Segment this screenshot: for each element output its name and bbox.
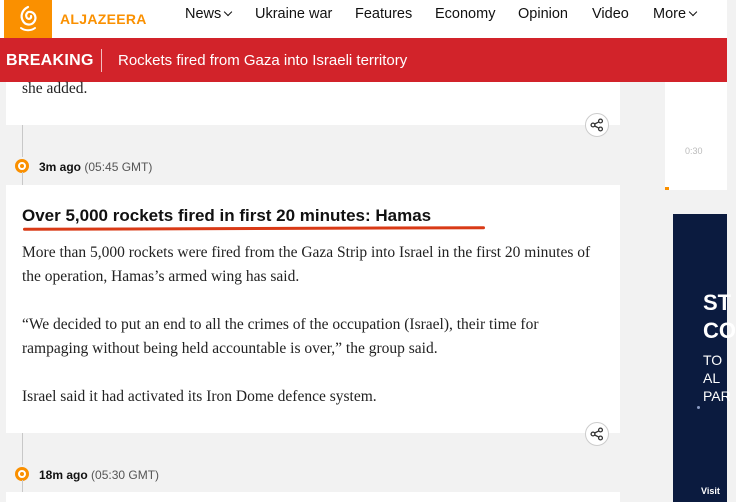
update-timestamp (39, 468, 159, 482)
nav-item-economy[interactable] (435, 6, 495, 22)
video-progress-bar[interactable] (665, 187, 669, 190)
share-button[interactable] (585, 422, 609, 446)
ad-dot (697, 406, 700, 409)
timeline-dot-icon (15, 467, 29, 481)
nav-label: Opinion (518, 6, 568, 22)
share-button[interactable] (585, 113, 609, 137)
nav-label: News (185, 6, 222, 22)
time-gmt: (05:30 GMT) (91, 468, 160, 482)
advertisement[interactable] (673, 214, 736, 502)
time-gmt: (05:45 GMT) (84, 160, 153, 174)
timeline-line (22, 172, 23, 185)
timeline-dot-icon (15, 159, 29, 173)
paragraph: Israel said it had activated its Iron Dome defence system. (22, 388, 377, 405)
ad-text: TO (703, 352, 723, 368)
breaking-divider (101, 49, 102, 72)
nav-label: Video (592, 6, 629, 22)
timeline-line (22, 125, 23, 157)
site-logo[interactable] (4, 0, 147, 38)
breaking-news-bar[interactable] (0, 38, 727, 82)
update-timestamp (39, 160, 152, 174)
nav-label: More (653, 6, 687, 22)
timeline-line (22, 433, 23, 465)
next-update-card (6, 492, 620, 502)
ad-visit-link[interactable]: Visit (701, 486, 720, 496)
share-icon (590, 427, 604, 441)
paragraph: More than 5,000 rockets were fired from the Gaza Strip into Israel in the first 20 minutes of the operation, Hamas’s armed wing has said. (22, 244, 591, 285)
nav-label: Economy (435, 6, 496, 22)
timeline-line (22, 480, 23, 492)
update-headline: Over 5,000 rockets fired in first 20 minutes: Hamas (22, 206, 432, 225)
ad-text: AL (703, 370, 721, 386)
video-duration: 0:30 (685, 146, 703, 156)
chevron-down-icon (689, 8, 697, 16)
aljazeera-logo-icon (4, 0, 52, 38)
time-ago: 3m ago (39, 160, 82, 174)
paragraph: she added. (22, 80, 88, 97)
nav-item-ukraine-war[interactable] (255, 6, 332, 22)
time-ago: 18m ago (39, 468, 88, 482)
breaking-headline[interactable]: Rockets fired from Gaza into Israeli territory (118, 52, 408, 69)
nav-label: Features (355, 6, 413, 22)
chevron-down-icon (224, 8, 232, 16)
nav-item-video[interactable] (592, 6, 629, 22)
nav-item-more[interactable] (653, 6, 696, 22)
site-header (0, 0, 727, 38)
ad-text: CO (703, 318, 736, 343)
nav-label: Ukraine war (255, 6, 333, 22)
logo-text: ALJAZEERA (60, 11, 147, 27)
nav-item-opinion[interactable] (518, 6, 568, 22)
nav-item-news[interactable] (185, 6, 231, 22)
share-icon (590, 118, 604, 132)
ad-text: PAR (703, 388, 731, 404)
breaking-label: BREAKING (6, 52, 94, 69)
paragraph: “We decided to put an end to all the crimes of the occupation (Israel), their time for rampaging without being held accountable is over,” the group said. (22, 316, 539, 357)
previous-update-card (6, 82, 620, 125)
nav-item-features[interactable] (355, 6, 412, 22)
video-player[interactable] (665, 82, 727, 190)
ad-text: ST (703, 290, 732, 315)
